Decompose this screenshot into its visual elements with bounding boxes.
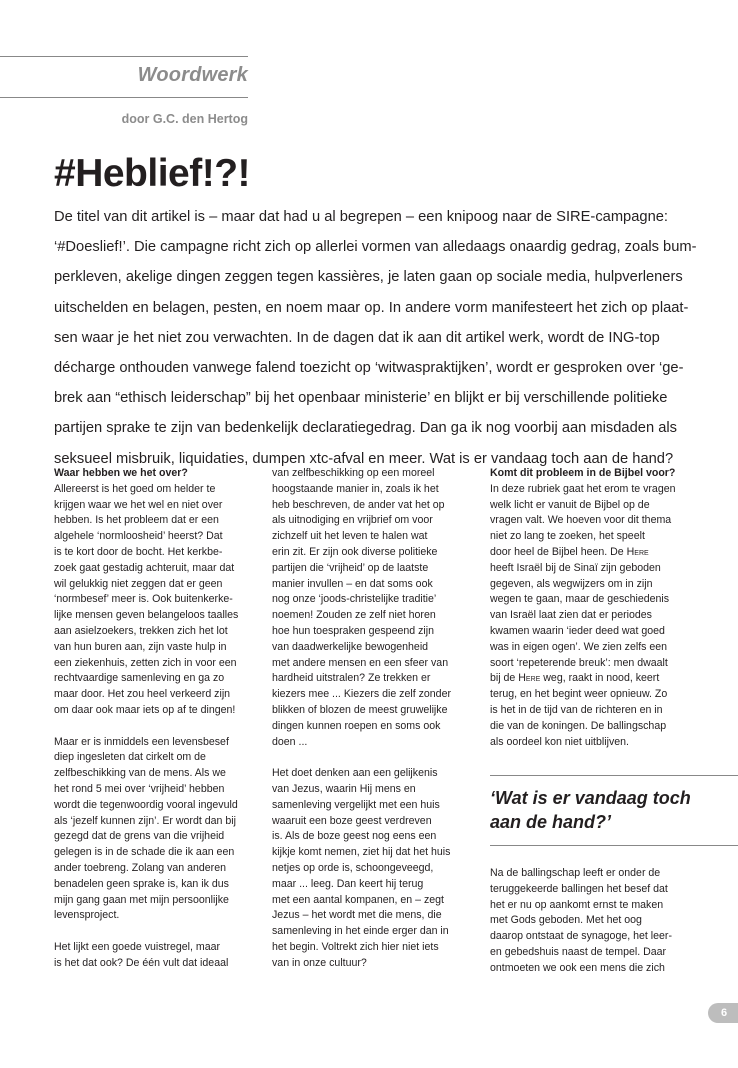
body-line: doen ... xyxy=(272,735,308,748)
body-line: door heel de Bijbel heen. De Here xyxy=(490,545,649,558)
body-line: soort ‘repeterende breuk’: men dwaalt xyxy=(490,656,668,669)
intro-line: uitschelden en belagen, pesten, en noem maar op. In andere vorm manifesteert het zich op plaat- xyxy=(54,299,689,316)
body-line: is te kort door de bocht. Het kerkbe- xyxy=(54,545,223,558)
body-line xyxy=(54,924,250,940)
section-heading: Komt dit probleem in de Bijbel voor? xyxy=(490,467,676,479)
header-rule-top xyxy=(0,56,248,57)
body-line: benadelen geen sprake is, kan ik dus xyxy=(54,877,229,890)
intro-line: décharge onthouden vanwege falend toezicht op ‘witwaspraktijken’, wordt er gesproken over ‘ge- xyxy=(54,359,684,376)
body-line: hebben. Is het probleem dat er een xyxy=(54,514,219,527)
body-line: vragen valt. We hoeven voor dit thema xyxy=(490,514,672,527)
body-line: maar ... leeg. Dan keert hij terug xyxy=(272,877,424,890)
body-line: Jezus – het wordt met die mens, die xyxy=(272,909,442,922)
body-line: Het lijkt een goede vuistregel, maar xyxy=(54,940,221,953)
body-line: gegeven, als wegwijzers om in zijn xyxy=(490,577,653,590)
rubric-title: Woordwerk xyxy=(137,64,248,86)
body-line: van daadwerkelijke bewogenheid xyxy=(272,640,429,653)
body-line: met andere mensen en een sfeer van xyxy=(272,656,449,669)
body-line: zoek gaat gestadig achteruit, maar dat xyxy=(54,561,235,574)
body-line: krijgen waar we het wel en niet over xyxy=(54,498,223,511)
body-line: netjes op orde is, schoongeveegd, xyxy=(272,861,434,874)
body-line: heeft Israël bij de Sinaï zijn geboden xyxy=(490,561,661,574)
body-line: als ‘jezelf kunnen zijn’. Er wordt dan bij xyxy=(54,814,236,827)
page-number: 6 xyxy=(708,1003,738,1023)
body-line: is. Als de boze geest nog eens een xyxy=(272,830,437,843)
pull-quote-rule-top xyxy=(490,775,738,776)
intro-line: De titel van dit artikel is – maar dat had u al begrepen – een knipoog naar de SIRE-campagne: xyxy=(54,209,668,225)
body-line: van in onze cultuur? xyxy=(272,956,367,969)
body-line: hoogstaande manier in, zoals ik het xyxy=(272,482,439,495)
body-line: Na de ballingschap leeft er onder de xyxy=(490,867,661,879)
body-line xyxy=(54,719,250,735)
body-line: waaruit een boze geest verdreven xyxy=(272,814,432,827)
body-line: gezegd dat de grens van die vrijheid xyxy=(54,830,225,843)
body-line: het begin. Voltrekt zich hier niet iets xyxy=(272,940,439,953)
body-line: Maar er is inmiddels een levensbesef xyxy=(54,735,229,748)
body-column-3-continued xyxy=(490,866,686,977)
body-column-2 xyxy=(272,466,468,972)
body-line: teruggekeerde ballingen het besef dat xyxy=(490,882,668,895)
body-line: maar door. Het zou heel verkeerd zijn xyxy=(54,688,231,701)
body-line: kwamen waarin ‘ieder deed wat goed xyxy=(490,624,665,637)
intro-line: ‘#Doeslief!’. Die campagne richt zich op allerlei vormen van alledaags onaardig gedrag, zoals bum- xyxy=(54,239,697,256)
body-line: algehele ‘normloosheid’ heerst? Dat xyxy=(54,530,223,543)
body-line: en gebedshuis naast de tempel. Daar xyxy=(490,945,667,958)
body-line: het er nu op aankomt ernst te maken xyxy=(490,898,664,911)
pull-quote-line: aan de hand?’ xyxy=(490,812,612,832)
body-line: is het in de tijd van de richteren en in xyxy=(490,703,663,716)
body-line: samenleving in het einde erger dan in xyxy=(272,925,449,938)
body-line: als uitnodiging en vrijbrief om voor xyxy=(272,514,433,527)
pull-quote xyxy=(490,786,730,834)
intro-line: seksueel misbruik, liquidaties, dumpen xtc-afval en meer. Wat is er vandaag toch aan de hand? xyxy=(54,450,674,467)
body-line xyxy=(272,750,468,766)
body-line: Het doet denken aan een gelijkenis xyxy=(272,767,438,780)
body-line: levensproject. xyxy=(54,909,120,922)
body-line: als oordeel kon niet uitblijven. xyxy=(490,735,629,748)
body-line: noemen! Zouden ze zelf niet horen xyxy=(272,609,436,622)
body-column-3 xyxy=(490,466,686,750)
intro-line: partijen sprake te zijn van bedenkelijk declaratiegedrag. Dan ga ik nog voorbij aan misdaden als xyxy=(54,420,677,437)
body-line: van zelfbeschikking op een moreel xyxy=(272,467,435,479)
intro-paragraph xyxy=(54,202,697,474)
body-line: welk licht er vanuit de Bijbel op de xyxy=(490,498,650,511)
body-line: het rond 5 mei over ‘vrijheid’ hebben xyxy=(54,782,225,795)
byline: door G.C. den Hertog xyxy=(121,112,248,126)
body-line: mijn gang gaan met mijn persoonlijke xyxy=(54,893,229,906)
article-title: #Heblief!?! xyxy=(54,152,251,195)
body-line: dingen kunnen roepen en soms ook xyxy=(272,719,441,732)
body-line: bij de Here weg, raakt in nood, keert xyxy=(490,672,660,685)
body-line: nog onze ‘joods-christelijke traditie’ xyxy=(272,593,437,606)
body-line: terug, en het begint weer opnieuw. Zo xyxy=(490,688,668,701)
body-column-1 xyxy=(54,466,250,972)
body-line: blikken of blozen de meest gruwelijke xyxy=(272,703,448,716)
body-line: die van de koningen. De ballingschap xyxy=(490,719,667,732)
body-line: erin zit. Er zijn ook diverse politieke xyxy=(272,545,438,558)
intro-line: sen waar je het niet zou verwachten. In de dagen dat ik aan dit artikel werk, wordt de ING-top xyxy=(54,329,660,346)
body-line: daarop ontstaat de synagoge, het leer- xyxy=(490,930,672,943)
body-line: manier invullen – en dat soms ook xyxy=(272,577,433,590)
body-line: ‘normbesef’ meer is. Ook buitenkerke- xyxy=(54,593,233,606)
body-line: met een aantal kompanen, en – zegt xyxy=(272,893,444,906)
body-line: In deze rubriek gaat het erom te vragen xyxy=(490,482,676,495)
body-line: rechtvaardige samenleving en ga zo xyxy=(54,672,225,685)
body-line: heb beschreven, de ander vat het op xyxy=(272,498,445,511)
body-line: niet zo lang te zoeken, het speelt xyxy=(490,530,645,543)
body-line: diep ingesleten dat cirkelt om de xyxy=(54,751,206,764)
body-line: kiezers mee ... Kiezers die zelf zonder xyxy=(272,688,451,701)
header-rule-bottom xyxy=(0,97,248,98)
body-line: een ziekenhuis, zetten zich in voor een xyxy=(54,656,237,669)
body-line: wegen te gaan, maar de geschiedenis xyxy=(490,593,670,606)
body-line: van Jezus, waarin Hij mens en xyxy=(272,782,416,795)
body-line: met Gods geboden. Met het oog xyxy=(490,914,642,927)
body-line: hoe hun toespraken gespeend zijn xyxy=(272,624,434,637)
pull-quote-rule-bottom xyxy=(490,845,738,846)
body-line: wil gelukkig niet zeggen dat er geen xyxy=(54,577,223,590)
body-line: was in eigen ogen’. We zien zelfs een xyxy=(490,640,668,653)
body-line: aan asielzoekers, trekken zich het lot xyxy=(54,624,228,637)
body-line: samenleving vergelijkt met een huis xyxy=(272,798,440,811)
body-line: is het dat ook? De één vult dat ideaal xyxy=(54,956,229,969)
intro-line: brek aan “ethisch leiderschap” bij het openbaar ministerie’ en blijkt er bij verschillende politieke xyxy=(54,390,668,407)
intro-line: perkleven, akelige dingen zeggen tegen kassières, je laten gaan op sociale media, hulpverleners xyxy=(54,269,683,286)
body-line: zelfbeschikking van de mens. Als we xyxy=(54,767,226,780)
body-line: van Israël laat zien dat er periodes xyxy=(490,609,652,622)
body-line: wordt die tegenwoordig vooral ingevuld xyxy=(54,798,238,811)
body-line: van hun buren aan, zijn vaste hulp in xyxy=(54,640,227,653)
body-line: kijkje komt nemen, ziet hij dat het huis xyxy=(272,846,451,859)
body-line: gelegen is in de schade die ik aan een xyxy=(54,846,235,859)
pull-quote-line: ‘Wat is er vandaag toch xyxy=(490,788,691,808)
section-heading: Waar hebben we het over? xyxy=(54,467,188,479)
body-line: hardheid uitstralen? Ze trekken er xyxy=(272,672,431,685)
body-line: zichzelf uit het leven te halen wat xyxy=(272,530,428,543)
body-line: partijen die ‘vrijheid’ op de laatste xyxy=(272,561,429,574)
body-line: Allereerst is het goed om helder te xyxy=(54,482,216,495)
body-line: ontmoeten we ook een mens die zich xyxy=(490,961,665,974)
body-line: ander toebreng. Zolang van anderen xyxy=(54,861,226,874)
body-line: lijke mensen geven belangeloos taalles xyxy=(54,609,239,622)
body-line: om daar ook maar iets op af te dingen! xyxy=(54,703,236,716)
